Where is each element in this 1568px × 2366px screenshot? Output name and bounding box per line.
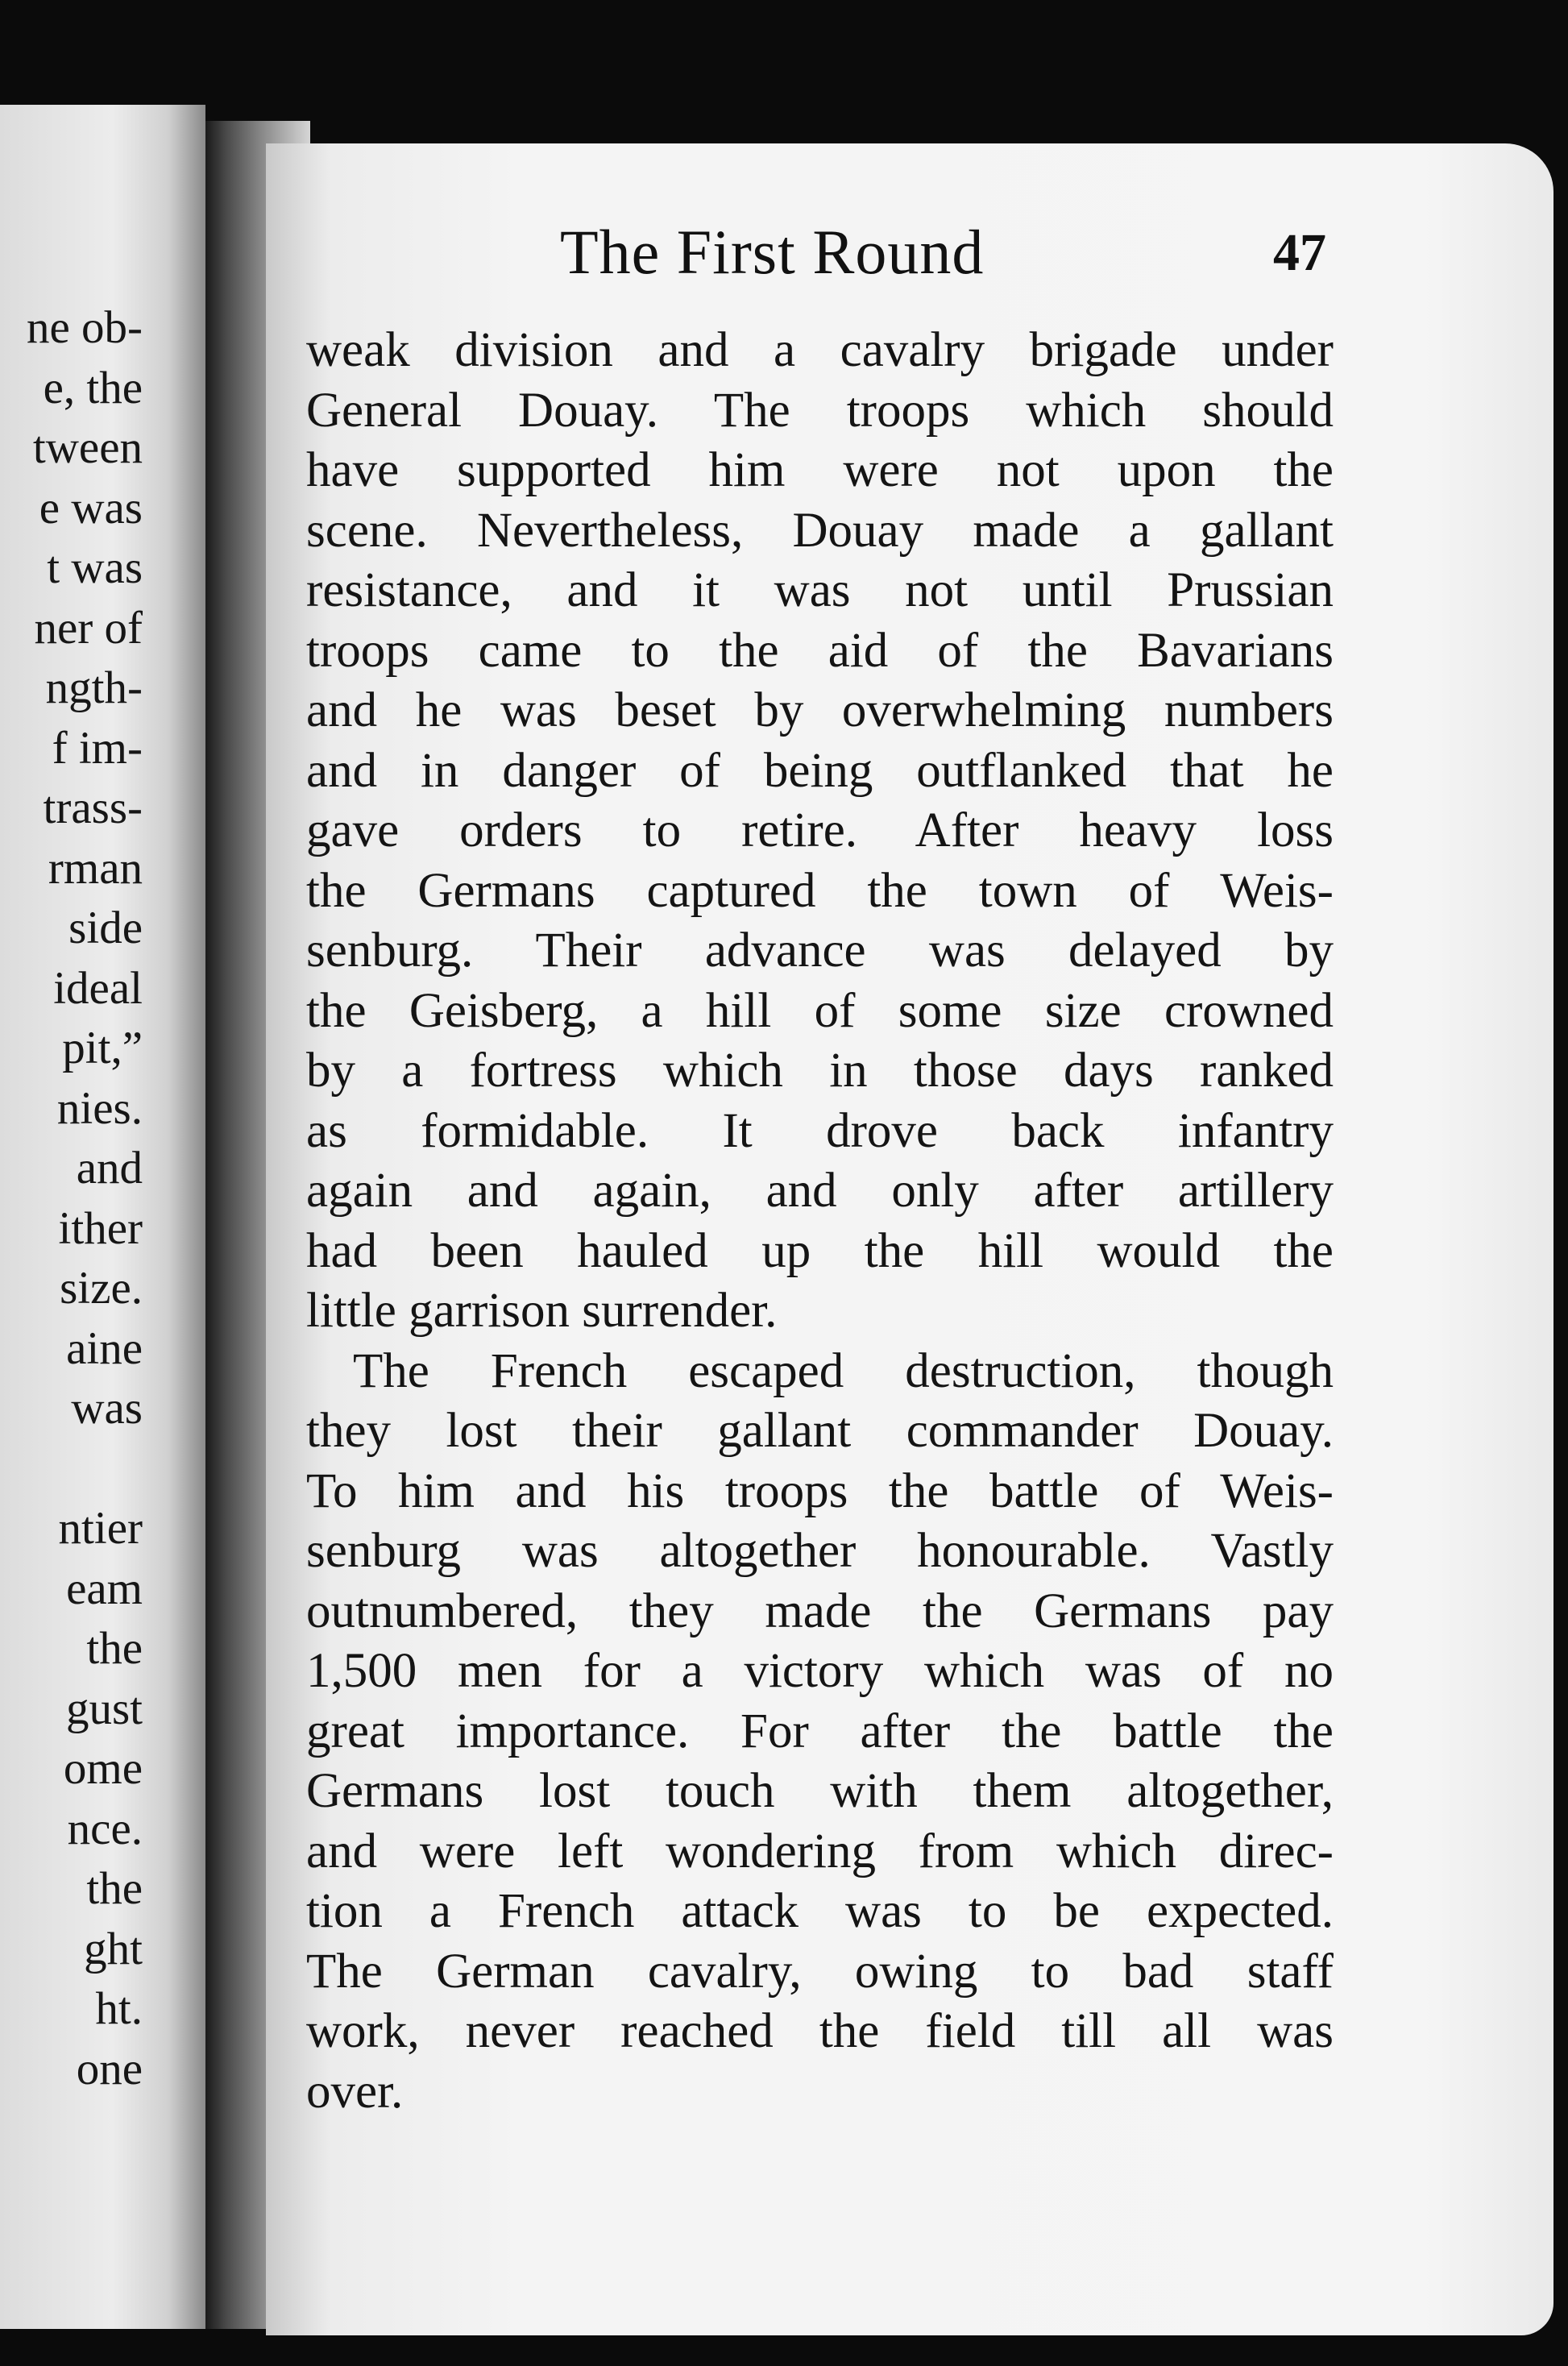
text-line: over. xyxy=(306,2064,404,2119)
left-line: e was xyxy=(39,482,143,533)
text-line: 1,500 men for a victory which was of no xyxy=(306,1644,1334,1698)
left-line: t was xyxy=(47,542,143,593)
text-line: as formidable. It drove back infantry xyxy=(306,1103,1334,1158)
left-line: ome xyxy=(63,1743,143,1794)
left-line: was xyxy=(71,1383,143,1434)
left-line: ither xyxy=(58,1202,143,1254)
left-line: the xyxy=(86,1863,143,1914)
left-line: ght xyxy=(84,1923,143,1974)
left-line: eam xyxy=(66,1563,143,1614)
left-line: pit,” xyxy=(62,1023,143,1073)
right-page xyxy=(266,143,1553,2335)
text-line: they lost their gallant commander Douay. xyxy=(306,1404,1334,1458)
left-line: side xyxy=(68,903,143,953)
left-page-text xyxy=(0,298,143,2099)
left-line: nies. xyxy=(56,1082,143,1134)
text-line: weak division and a cavalry brigade under xyxy=(306,323,1334,377)
running-header xyxy=(266,216,1563,297)
text-line: and he was beset by overwhelming numbers xyxy=(306,683,1334,737)
text-line: work, never reached the field till all was xyxy=(306,2004,1334,2058)
page-number: 47 xyxy=(1273,223,1326,282)
text-line: resistance, and it was not until Prussian xyxy=(306,563,1334,617)
left-line: gust xyxy=(65,1683,143,1734)
text-line: General Douay. The troops which should xyxy=(306,383,1334,438)
text-line: tion a French attack was to be expected. xyxy=(306,1884,1334,1938)
left-line: ideal xyxy=(53,962,143,1014)
paragraph-first-line: The French escaped destruction, though xyxy=(353,1343,1334,1398)
text-line: had been hauled up the hill would the xyxy=(306,1223,1334,1278)
text-line: Germans lost touch with them altogether, xyxy=(306,1764,1334,1818)
text-line: again and again, and only after artillery xyxy=(306,1164,1334,1218)
left-line: ne ob- xyxy=(26,302,143,353)
text-line: The German cavalry, owing to bad staff xyxy=(306,1944,1334,1999)
text-line: scene. Nevertheless, Douay made a gallant xyxy=(306,503,1334,558)
left-line: ngth- xyxy=(45,662,143,713)
left-line: ht. xyxy=(95,1983,143,2034)
text-line: by a fortress which in those days ranked xyxy=(306,1044,1334,1098)
left-line: rman xyxy=(48,842,143,894)
left-line: ntier xyxy=(58,1503,143,1554)
left-line xyxy=(0,1439,143,1500)
left-line: the xyxy=(86,1623,143,1674)
text-line: the Geisberg, a hill of some size crowned xyxy=(306,983,1334,1038)
text-line: the Germans captured the town of Weis- xyxy=(306,863,1334,918)
left-line: e, the xyxy=(43,362,143,413)
text-line: troops came to the aid of the Bavarians xyxy=(306,623,1334,678)
text-line: To him and his troops the battle of Weis- xyxy=(306,1463,1334,1518)
text-line: gave orders to retire. After heavy loss xyxy=(306,803,1334,857)
text-line: senburg was altogether honourable. Vastly xyxy=(306,1524,1334,1578)
left-line: one xyxy=(76,2043,143,2094)
text-line: great importance. For after the battle the xyxy=(306,1704,1334,1758)
left-line: size. xyxy=(60,1263,143,1314)
running-title: The First Round xyxy=(560,217,985,287)
text-line: have supported him were not upon the xyxy=(306,443,1334,497)
text-line: outnumbered, they made the Germans pay xyxy=(306,1584,1334,1638)
body-text xyxy=(306,321,1354,2122)
left-page xyxy=(0,105,205,2329)
text-line: and in danger of being outflanked that he xyxy=(306,743,1334,798)
left-line: tween xyxy=(32,422,143,473)
left-line: trass- xyxy=(43,782,143,833)
left-line: nce. xyxy=(67,1803,143,1854)
text-line: senburg. Their advance was delayed by xyxy=(306,924,1334,978)
left-line: aine xyxy=(66,1322,143,1374)
left-line: f im- xyxy=(52,722,143,774)
text-line: and were left wondering from which direc- xyxy=(306,1824,1334,1878)
text-line: little garrison surrender. xyxy=(306,1284,778,1338)
left-line: ner of xyxy=(34,602,143,654)
left-line: and xyxy=(76,1143,143,1193)
